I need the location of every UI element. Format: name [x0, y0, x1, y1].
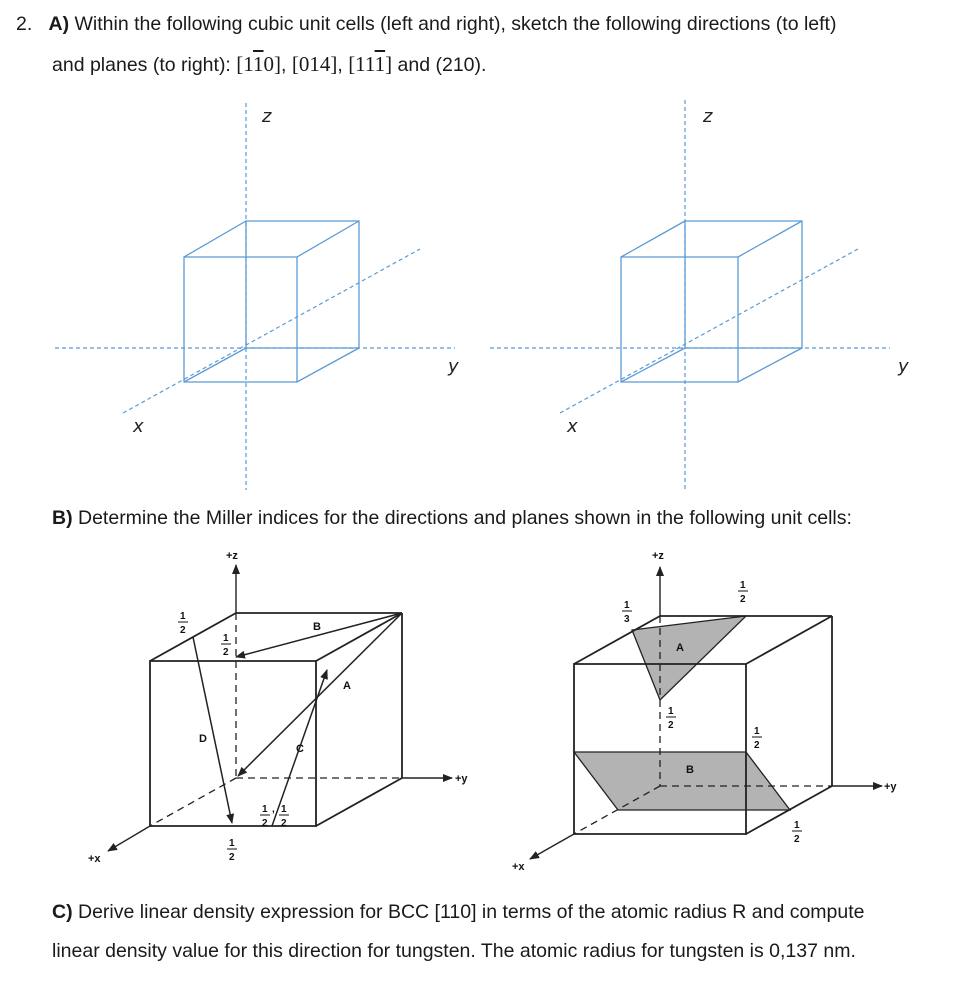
left-label-b: B	[313, 621, 321, 633]
part-c-label: C)	[52, 901, 73, 923]
problem-number: 2.	[16, 13, 33, 35]
part-a-label: A)	[48, 13, 70, 35]
sketch-left-axes	[55, 103, 455, 490]
direction-3: [111]	[348, 52, 393, 76]
svg-text:2: 2	[262, 818, 268, 829]
svg-text:1: 1	[262, 804, 268, 815]
svg-text:2: 2	[668, 720, 674, 731]
sketch-left-y-label: y	[448, 356, 459, 377]
svg-text:1: 1	[223, 633, 229, 644]
unit-cell-left-hidden-edges	[150, 613, 402, 826]
plane-b	[574, 752, 790, 810]
svg-text:1: 1	[668, 706, 674, 717]
right-label-b: B	[686, 764, 694, 776]
right-axis-x-label: +x	[512, 861, 525, 873]
left-frac-z-axis	[221, 633, 231, 658]
sketch-right-x-label: x	[567, 416, 578, 437]
direction-2: [014]	[291, 52, 338, 76]
part-a-text-2: and planes (to right):	[52, 54, 231, 76]
part-a-text-1: Within the following cubic unit cells (left and right), sketch the following directions (to left)	[74, 13, 837, 35]
part-b-label: B)	[52, 507, 73, 529]
right-label-a: A	[676, 642, 684, 654]
sketch-left-x-label: x	[133, 416, 144, 437]
separator-2: ,	[337, 54, 343, 76]
direction-1: [110]	[236, 52, 281, 76]
svg-text:1: 1	[229, 838, 235, 849]
svg-text:1: 1	[740, 580, 746, 591]
left-label-d: D	[199, 733, 207, 745]
right-frac-third	[622, 600, 632, 625]
svg-text:1: 1	[754, 726, 760, 737]
svg-text:1: 1	[281, 804, 287, 815]
svg-text:2: 2	[180, 625, 186, 636]
right-frac-z-axis	[666, 706, 676, 731]
svg-text:2: 2	[223, 647, 229, 658]
right-frac-top	[738, 580, 748, 605]
right-axis-z-label: +z	[652, 550, 664, 562]
right-frac-bottom	[792, 820, 802, 845]
svg-text:1: 1	[794, 820, 800, 831]
right-axis-y-label: +y	[884, 781, 897, 793]
left-label-a: A	[343, 680, 351, 692]
sketch-right-axes	[490, 100, 890, 490]
unit-cell-left-edges	[150, 613, 402, 826]
direction-b-line	[236, 613, 402, 657]
sketch-right-y-label: y	[898, 356, 909, 377]
left-frac-top-edge	[178, 611, 188, 636]
part-a-text-and: and (210).	[397, 54, 487, 76]
svg-text:1: 1	[180, 611, 186, 622]
left-axis-x-arrow	[108, 826, 150, 851]
svg-text:,: ,	[272, 804, 275, 815]
part-b-text: Determine the Miller indices for the directions and planes shown in the following unit cells:	[78, 507, 852, 529]
left-frac-bottom	[227, 838, 237, 863]
right-axis-x-arrow	[530, 834, 574, 859]
unit-cell-right[interactable]	[512, 550, 897, 873]
sketch-left-cube	[184, 221, 359, 382]
direction-d-line	[193, 637, 232, 823]
svg-text:2: 2	[754, 740, 760, 751]
left-axis-x-label: +x	[88, 853, 101, 865]
left-axis-z-label: +z	[226, 550, 238, 562]
svg-text:2: 2	[281, 818, 287, 829]
plane-a	[632, 616, 746, 700]
sketch-left[interactable]	[55, 103, 459, 490]
sketch-right-z-label: z	[703, 106, 713, 127]
right-frac-back-edge	[752, 726, 762, 751]
svg-text:1: 1	[624, 600, 630, 611]
unit-cell-left[interactable]	[88, 550, 468, 865]
svg-text:2: 2	[794, 834, 800, 845]
sketch-right-cube	[621, 221, 802, 382]
sketch-right[interactable]	[490, 100, 909, 490]
left-label-c: C	[296, 743, 304, 755]
left-axis-y-label: +y	[455, 773, 468, 785]
svg-text:2: 2	[740, 594, 746, 605]
part-c-text-1: Derive linear density expression for BCC [110] in terms of the atomic radius R and compute	[78, 901, 865, 923]
part-c-text-2: linear density value for this direction for tungsten. The atomic radius for tungsten is 0,137 nm.	[52, 940, 856, 962]
svg-text:3: 3	[624, 614, 630, 625]
svg-text:2: 2	[229, 852, 235, 863]
separator-1: ,	[281, 54, 287, 76]
direction-a-line	[238, 613, 402, 776]
left-direction-vectors	[193, 613, 402, 826]
sketch-left-z-label: z	[262, 106, 272, 127]
